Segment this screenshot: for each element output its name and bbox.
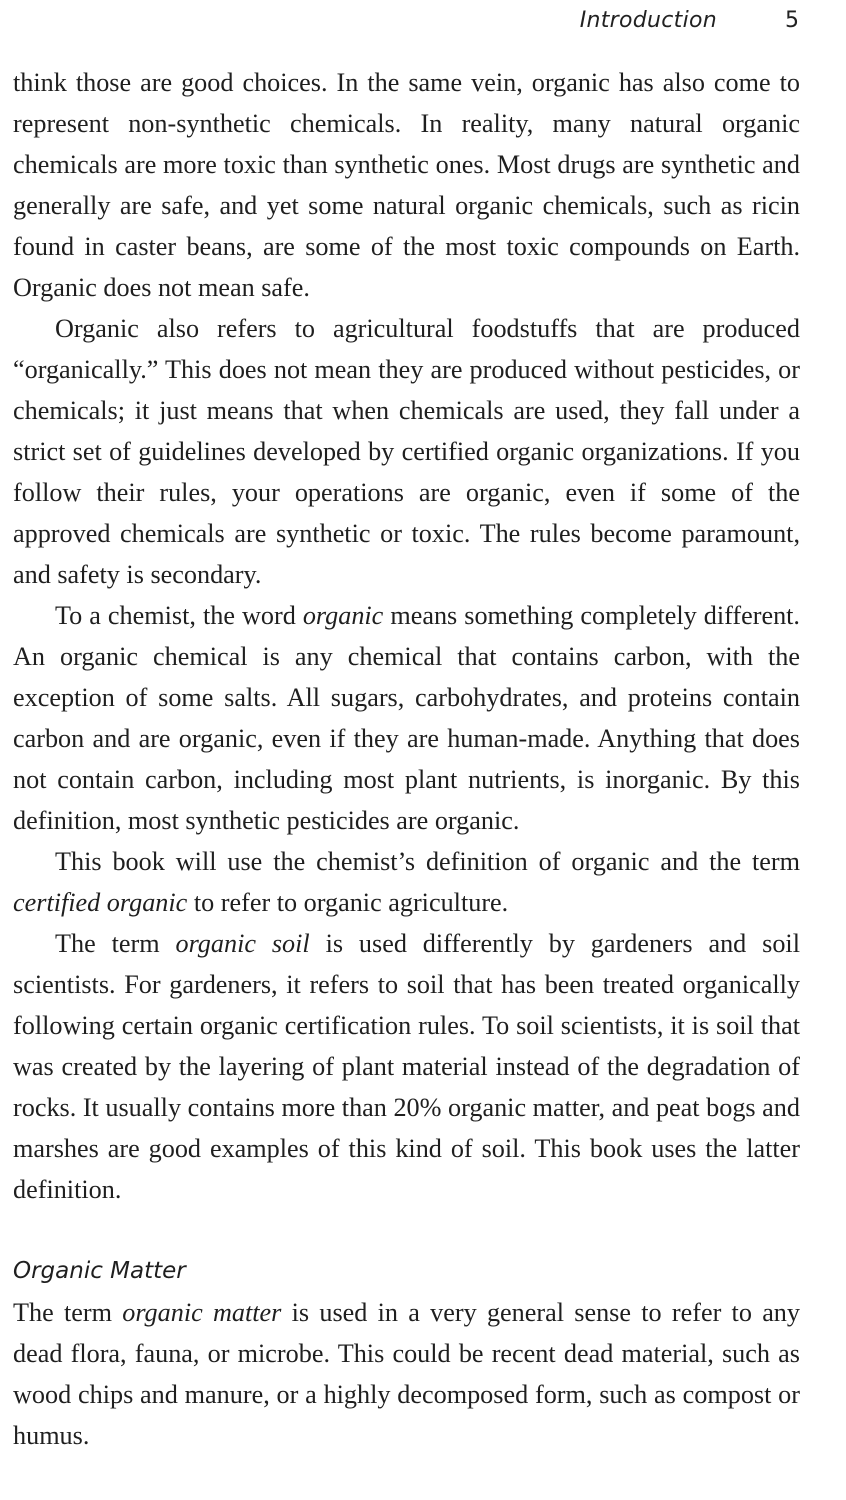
page-number: 5 xyxy=(785,8,799,33)
paragraph-3-text-a: To a chemist, the word xyxy=(55,601,303,630)
paragraph-1 xyxy=(13,62,800,308)
subsection-text-a: The term xyxy=(13,1298,123,1327)
paragraph-3-text-b: means something completely different. An organic chemical is any chemical that contains carbon, with the exception of some salts. All sugars, carbohydrates, and proteins contain carbon and are organic, even if they are human-made. Anything that does not contain carbon, including most plant nutrients, is inorganic. By this definition, most synthetic pesticides are organic. xyxy=(13,601,800,835)
running-head-section-title: Introduction xyxy=(579,8,717,33)
paragraph-5-text-b: is used differently by gardeners and soil scientists. For gardeners, it refers to soil that has been treated organically following certain organic certification rules. To soil scientists, it is soil that was created by the layering of plant material instead of the degradation of rocks. It usually contains more than 20% organic matter, and peat bogs and marshes are good examples of this kind of soil. This book uses the latter definition. xyxy=(13,929,800,1204)
paragraph-5-text-a: The term xyxy=(55,929,176,958)
subsection-text-b: is used in a very general sense to refer to any dead flora, fauna, or microbe. This could be recent dead material, such as wood chips and manure, or a highly decomposed form, such as compost or humus. xyxy=(13,1298,800,1450)
paragraph-5 xyxy=(13,923,800,1210)
body-text xyxy=(13,62,800,1456)
paragraph-4-emphasis: certified organic xyxy=(13,888,188,917)
paragraph-1-text: think those are good choices. In the same vein, organic has also come to represent non-synthetic chemicals. In reality, many natural organic chemicals are more toxic than synthetic ones. Most drugs are synthetic and generally are safe, and yet some natural organic chemicals, such as ricin found in caster beans, are some of the most toxic compounds on Earth. Organic does not mean safe. xyxy=(13,68,800,302)
paragraph-2-text: Organic also refers to agricultural foodstuffs that are produced “organically.” This does not mean they are produced without pesticides, or chemicals; it just means that when chemicals are used, they fall under a strict set of guidelines developed by certified organic organizations. If you follow their rules, your operations are organic, even if some of the approved chemicals are synthetic or toxic. The rules become paramount, and safety is secondary. xyxy=(13,314,800,589)
subsection-emphasis: organic matter xyxy=(122,1298,282,1327)
paragraph-5-emphasis: organic soil xyxy=(175,929,310,958)
paragraph-4 xyxy=(13,841,800,923)
paragraph-4-text-b: to refer to organic agriculture. xyxy=(187,888,509,917)
subsection-heading: Organic Matter xyxy=(13,1258,186,1284)
paragraph-2 xyxy=(13,308,800,595)
paragraph-3 xyxy=(13,595,800,841)
paragraph-3-emphasis: organic xyxy=(302,601,384,630)
paragraph-4-text-a: This book will use the chemist’s definition of organic and the term xyxy=(55,847,800,876)
running-header xyxy=(13,8,799,38)
subsection-paragraph xyxy=(13,1292,800,1456)
